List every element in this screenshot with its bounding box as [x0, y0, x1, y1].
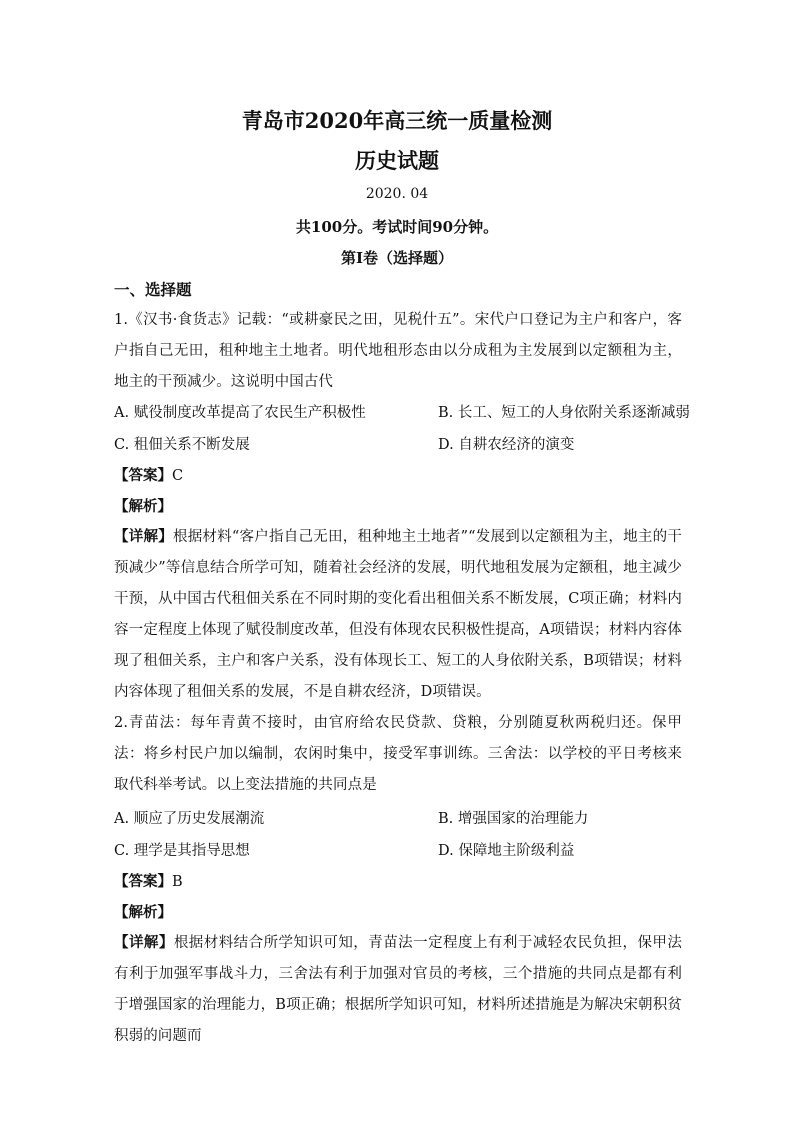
- answer-label: 【答案】: [114, 873, 172, 890]
- question-1-stem: 1.《汉书·食货志》记载：“或耕豪民之田，见税什五”。宋代户口登记为主户和客户，客户指自己无田，租种地主土地者。明代地租形态由以分成租为主发展到以定额租为主，地主的干预减少。这说明中国古代: [114, 312, 682, 390]
- volume-heading: 第I卷（选择题）: [340, 249, 454, 267]
- answer-label: 【答案】: [114, 467, 172, 484]
- question-2-detail: [114, 927, 682, 1052]
- answer-value: C: [172, 468, 184, 484]
- exam-title: 青岛市2020年高三统一质量检测: [241, 108, 553, 133]
- detail-label: 【详解】: [114, 528, 173, 545]
- exam-subject: 历史试题: [355, 148, 439, 173]
- question-1-option-d: D. 自耕农经济的演变: [438, 437, 575, 453]
- question-1-detail: [114, 521, 682, 708]
- question-2-option-d: D. 保障地主阶级利益: [438, 843, 575, 859]
- section-heading: 一、选择题: [114, 280, 192, 299]
- question-2-option-a: A. 顺应了历史发展潮流: [114, 811, 265, 827]
- question-1-option-a: A. 赋役制度改革提高了农民生产积极性: [114, 405, 366, 421]
- question-2-answer: [114, 872, 183, 892]
- detail-label: 【详解】: [114, 934, 174, 951]
- question-1-answer: [114, 466, 183, 486]
- question-1-analysis-label: 【解析】: [114, 498, 172, 515]
- question-2-option-c: C. 理学是其指导思想: [114, 843, 250, 859]
- detail-text: 根据材料“客户指自己无田，租种地主土地者”“发展到以定额租为主，地主的干预减少”等信息结合所学可知，随着社会经济的发展，明代地租发展为定额租，地主减少干预，从中国古代租佃关系在不同时期的变化看出租佃关系不断发展，C项正确；材料内容一定程度上体现了赋役制度改革，但没有体现农民积极性提高，A项错误；材料内容体现了租佃关系，主户和客户关系，没有体现长工、短工的人身依附关系，B项错误；材料内容体现了租佃关系的发展，不是自耕农经济，D项错误。: [114, 529, 682, 700]
- detail-text: 根据材料结合所学知识可知，青苗法一定程度上有利于减轻农民负担，保甲法有利于加强军事战斗力，三舍法有利于加强对官员的考核，三个措施的共同点是都有利于增强国家的治理能力，B项正确；根据所学知识可知，材料所述措施是为解决宋朝积贫积弱的问题而: [114, 935, 682, 1044]
- question-2-stem: 2.青苗法：每年青黄不接时，由官府给农民贷款、贷粮，分别随夏秋两税归还。保甲法：将乡村民户加以编制，农闲时集中，接受军事训练。三舍法：以学校的平日考核来取代科举考试。以上变法措施的共同点是: [114, 715, 682, 793]
- question-2-option-b: B. 增强国家的治理能力: [438, 811, 589, 827]
- exam-date: 2020. 04: [365, 186, 429, 202]
- question-1-option-b: B. 长工、短工的人身依附关系逐渐减弱: [438, 405, 690, 421]
- question-1-option-c: C. 租佃关系不断发展: [114, 437, 250, 453]
- answer-value: B: [172, 874, 183, 890]
- question-2-analysis-label: 【解析】: [114, 904, 172, 921]
- exam-info: 共100分。考试时间90分钟。: [295, 218, 499, 236]
